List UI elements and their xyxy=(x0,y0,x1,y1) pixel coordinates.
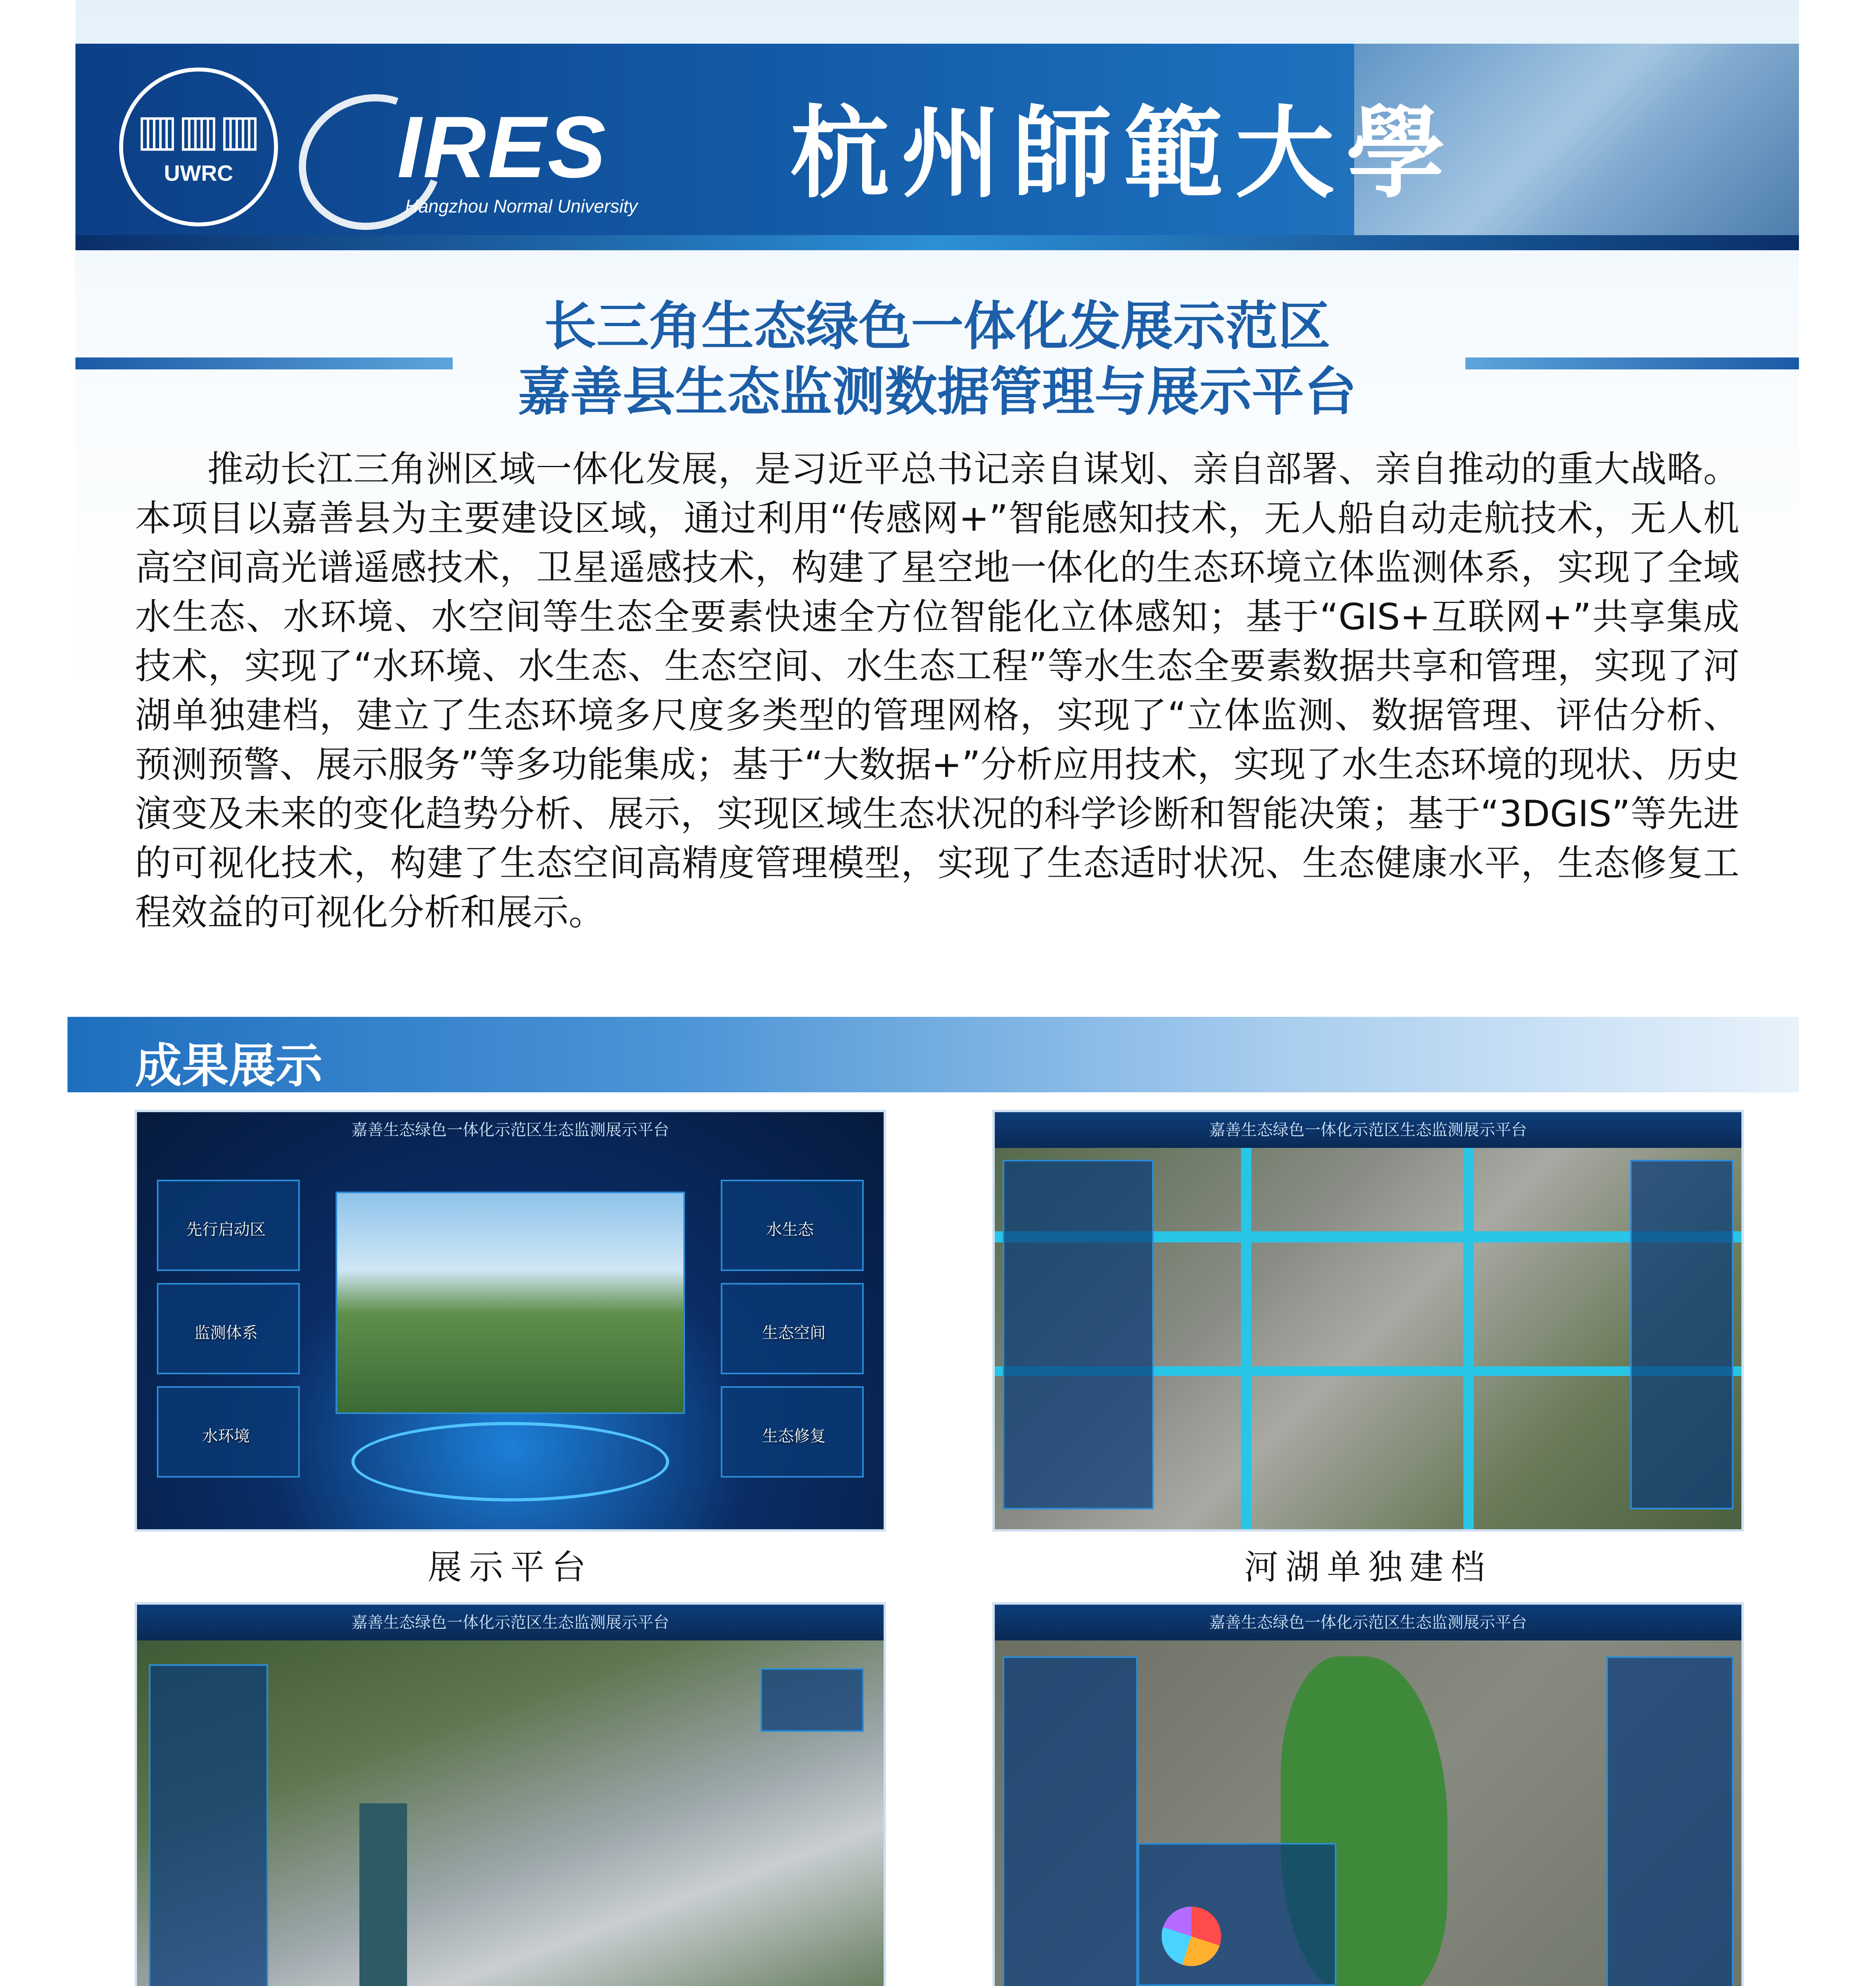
layer-toggle-panel[interactable] xyxy=(760,1668,864,1732)
title-line-2: 嘉善县生态监测数据管理与展示平台 xyxy=(518,361,1357,423)
pie-chart-icon xyxy=(1162,1907,1221,1966)
figure-display-platform xyxy=(137,1112,884,1589)
platform-title-bar: 嘉善生态绿色一体化示范区生态监测展示平台 xyxy=(995,1112,1741,1148)
center-photo xyxy=(336,1192,685,1414)
tile-label: 先行启动区 xyxy=(186,1221,266,1239)
title-bar-right xyxy=(1465,357,1799,369)
left-info-panel[interactable] xyxy=(1003,1160,1154,1509)
figure-caption: 河湖单独建档 xyxy=(1244,1547,1492,1587)
canal xyxy=(359,1803,407,1986)
project-list-panel[interactable] xyxy=(1606,1656,1733,1986)
figure-image xyxy=(137,1112,884,1529)
tile-panel[interactable] xyxy=(721,1386,864,1478)
tile-label: 生态修复 xyxy=(762,1427,826,1445)
platform-title-bar: 嘉善生态绿色一体化示范区生态监测展示平台 xyxy=(995,1605,1741,1640)
uwrc-logo-text: UWRC xyxy=(164,160,234,185)
layer-menu-panel[interactable] xyxy=(149,1664,268,1986)
title-block xyxy=(75,294,1799,425)
right-list-panel[interactable] xyxy=(1630,1160,1733,1509)
river-line xyxy=(1241,1148,1251,1529)
platform-ring-icon xyxy=(351,1422,669,1501)
platform-title-bar: 嘉善生态绿色一体化示范区生态监测展示平台 xyxy=(137,1605,884,1640)
section-title: 成果展示 xyxy=(135,1038,323,1093)
tile-label: 水环境 xyxy=(202,1427,250,1445)
ires-logo xyxy=(298,91,790,222)
figure-caption: 展示平台 xyxy=(428,1547,593,1587)
tile-panel[interactable] xyxy=(721,1180,864,1271)
tile-label: 监测体系 xyxy=(194,1324,258,1342)
ires-logo-subtitle: Hangzhou Normal University xyxy=(405,196,638,216)
uwrc-logo xyxy=(119,68,278,226)
intro-paragraph: 推动长江三角洲区域一体化发展，是习近平总书记亲自谋划、亲自部署、亲自推动的重大战略。本项目以嘉善县为主要建设区域，通过利用“传感网+”智能感知技术，无人船自动走航技术，无人机高空间高光谱遥感技术，卫星遥感技术，构建了星空地一体化的生态环境立体监测体系，实现了全域水生态、水环境、水空间等生态全要素快速全方位智能化立体感知；基于“GIS+互联网+”共享集成技术，实现了“水环境、水生态、生态空间、水生态工程”等水生态全要素数据共享和管理，实现了河湖单独建档，建立了生态环境多尺度多类型的管理网格，实现了“立体监测、数据管理、评估分析、预测预警、展示服务”等多功能集成；基于“大数据+”分析应用技术，实现了水生态环境的现状、历史演变及未来的变化趋势分析、展示，实现区域生态状况的科学诊断和智能决策；基于“3DGIS”等先进的可视化技术，构建了生态空间高精度管理模型，实现了生态适时状况、生态健康水平，生态修复工程效益的可视化分析和展示。 xyxy=(135,448,1739,933)
figure-3d-model xyxy=(137,1605,884,1986)
figure-river-archive xyxy=(995,1112,1741,1589)
figure-image xyxy=(995,1112,1741,1529)
tile-panel[interactable] xyxy=(157,1283,300,1374)
figure-image xyxy=(137,1605,884,1986)
ires-logo-word: IRES xyxy=(397,98,608,196)
platform-title-bar: 嘉善生态绿色一体化示范区生态监测展示平台 xyxy=(351,1121,669,1139)
title-line-1: 长三角生态绿色一体化发展示范区 xyxy=(544,296,1330,357)
tile-panel[interactable] xyxy=(721,1283,864,1374)
tile-label: 水生态 xyxy=(766,1221,814,1239)
building-icon: ▥▥▥ xyxy=(137,104,261,156)
tile-panel[interactable] xyxy=(157,1386,300,1478)
project-detail-panel[interactable] xyxy=(1138,1843,1336,1986)
section-header xyxy=(68,1017,1799,1092)
figure-image xyxy=(995,1605,1741,1986)
tile-label: 生态空间 xyxy=(762,1324,826,1342)
university-name: 杭州師範大學 xyxy=(790,95,1457,211)
river-line xyxy=(1463,1148,1474,1529)
header-stripe xyxy=(75,235,1799,250)
project-stats-panel[interactable] xyxy=(1003,1656,1138,1986)
header-banner xyxy=(75,44,1799,250)
figure-restoration xyxy=(995,1605,1741,1986)
title-bar-left xyxy=(75,357,453,369)
tile-panel[interactable] xyxy=(157,1180,300,1271)
